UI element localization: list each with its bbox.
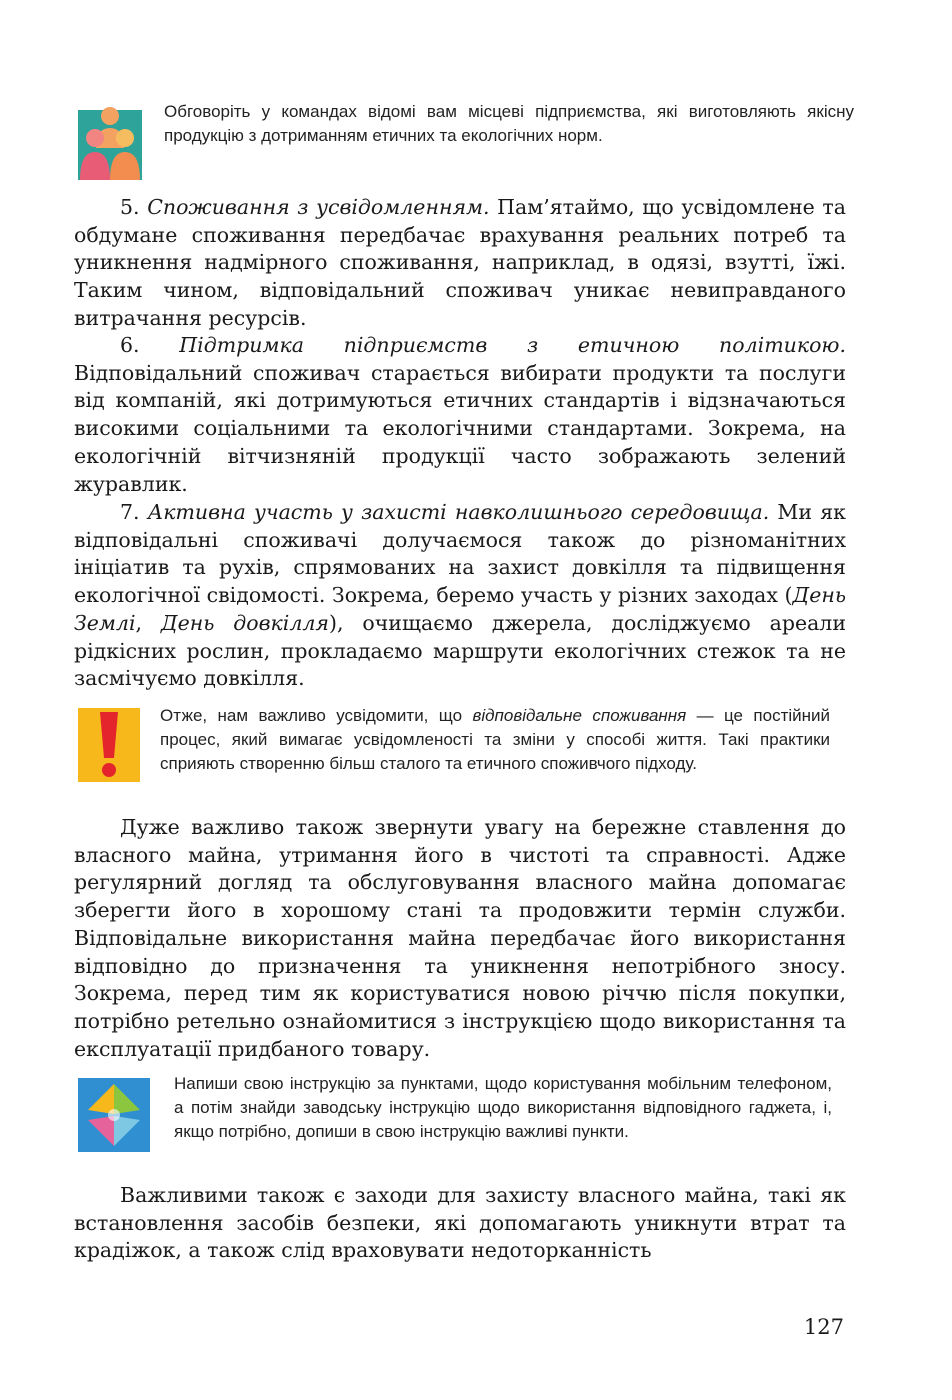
separator: , [135, 610, 161, 635]
summary-box [78, 704, 858, 782]
event-name: День довкілля [160, 610, 330, 635]
summary-post: — це постійний процес, який вимагає усвідомленості та зміни у способі життя. Такі практики сприяють створенню більш сталого та етичного споживчого підходу. [160, 706, 831, 773]
item-number: 7. [120, 500, 140, 524]
summary-text [160, 704, 830, 776]
summary-term: відповідальне споживання [472, 706, 687, 725]
summary-pre: Отже, нам важливо усвідомити, що [160, 706, 473, 725]
discussion-task-box [78, 100, 858, 182]
instruction-task-text: Напиши свою інструкцію за пунктами, щодо користування мобільним телефоном, а потім знайди заводську інструкцію щодо використання відповідного гаджета, і, якщо потрібно, допиши в свою інструкцію важливі пункти. [174, 1074, 832, 1141]
item-body: Ми як відповідальні споживачі долучаємося також до різноманітних ініціатив та рухів, спрямованих на захист довкілля та підвищення екологічної свідомості. Зокрема, беремо участь у різних заходах ( [74, 500, 846, 608]
item-body: Відповідальний споживач старається вибирати продукти та послуги від компаній, які дотримуються етичних стандартів і відзначаються високими соціальними та екологічними стандартами. Зокрема, на екологічній вітчизняній продукції часто зображають зелений журавлик. [74, 360, 846, 496]
paragraph-body: Важливими також є заходи для захисту власного майна, такі як встановлення засобів безпеки, які допомагають уникнути втрат та крадіжок, а також слід враховувати недоторканність [74, 1183, 846, 1263]
paragraph-6 [74, 332, 846, 498]
paragraph-5 [74, 194, 846, 333]
event-name: День Землі [74, 583, 846, 635]
paragraph-body: Дуже важливо також звернути увагу на бережне ставлення до власного майна, утримання його в чистоті та справності. Адже регулярний догляд та обслуговування власного майна допомагає зберегти його в хорошому стані та продовжити термін служби. Відповідальне використання майна передбачає його використання відповідно до призначення та уникнення непотрібного зносу. Зокрема, перед тим як користуватися новою річчю після покупки, потрібно ретельно ознайомитися з інструкцією щодо використання та експлуатації придбаного товару. [74, 815, 846, 1061]
item-title: Підтримка підприємств з етичною політикою. [179, 333, 846, 357]
puzzle-icon [78, 1078, 150, 1152]
instruction-task-box [78, 1072, 858, 1152]
group-discussion-icon [78, 104, 142, 182]
item-number: 5. [120, 195, 140, 219]
item-body-end: ), очищаємо джерела, досліджуємо ареали рідкісних рослин, прокладаємо маршрути екологічних стежок та не засмічуємо довкілля. [74, 610, 846, 691]
exclamation-icon [78, 708, 140, 782]
item-title: Споживання з усвідомленням. [147, 195, 490, 219]
item-body: Пам’ятаймо, що усвідомлене та обдумане споживання передбачає врахування реальних потреб та уникнення надмірного споживання, наприклад, в одязі, взутті, їжі. Таким чином, відповідальний споживач уникає невиправданого витрачання ресурсів. [74, 195, 846, 330]
item-number: 6. [120, 333, 140, 357]
paragraph-property-care [74, 814, 846, 1063]
paragraph-property-protection [74, 1182, 846, 1265]
paragraph-7 [74, 499, 846, 693]
page-number: 127 [803, 1315, 844, 1339]
discussion-task-text: Обговоріть у командах відомі вам місцеві підприємства, які виготовляють якісну продукцію з дотриманням етичних та екологічних норм. [164, 102, 854, 145]
item-title: Активна участь у захисті навколишнього середовища. [147, 500, 770, 524]
